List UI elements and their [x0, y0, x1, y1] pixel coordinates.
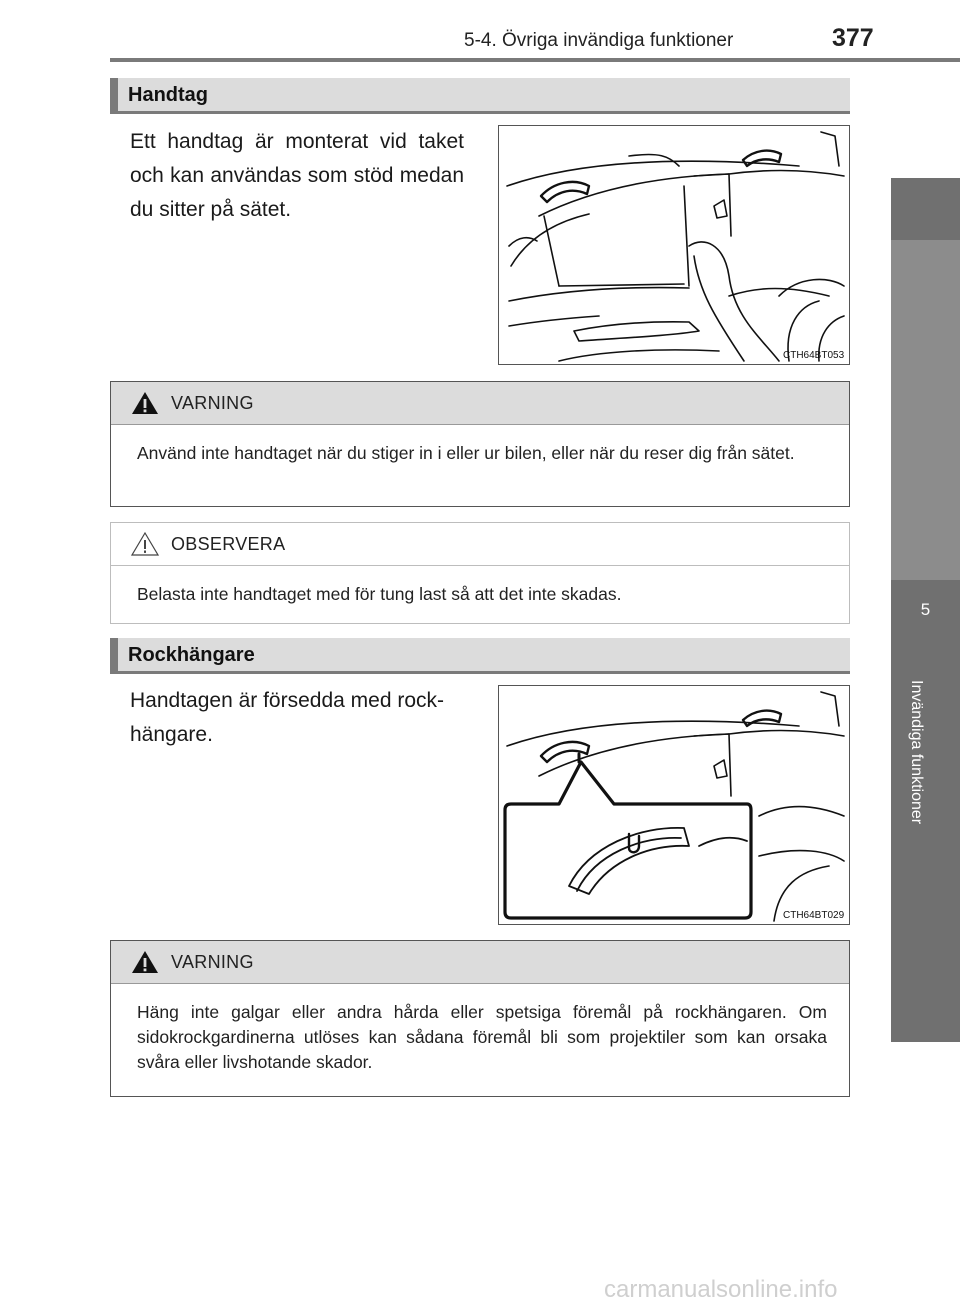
warning-label: VARNING	[171, 393, 254, 413]
warning-text: Använd inte handtaget när du stiger in i eller ur bilen, eller när du reser dig från sätet.	[137, 443, 795, 463]
figure-code: CTH64BT029	[783, 910, 845, 921]
chapter-side-tab-highlight	[891, 240, 960, 580]
car-interior-illustration	[499, 126, 849, 364]
notice-box	[110, 522, 850, 624]
section-heading-rockhangare	[110, 638, 850, 674]
rockhangare-body-text: Handtagen är försedda med rock-hängare.	[130, 689, 445, 746]
figure-coat-hook	[498, 685, 850, 925]
notice-triangle-icon	[131, 531, 159, 562]
heading-bar	[110, 638, 118, 671]
heading-bar	[110, 78, 118, 111]
notice-header	[111, 523, 849, 566]
warning-box-coat-hook	[110, 940, 850, 1097]
handtag-body-text: Ett handtag är monterat vid taket och kan användas som stöd medan du sitter på sätet.	[130, 130, 464, 221]
warning-triangle-icon	[131, 390, 159, 421]
coat-hook-illustration	[499, 686, 849, 924]
notice-text: Belasta inte handtaget med för tung last så att det inte skadas.	[137, 584, 622, 604]
section-heading-text: Rockhängare	[128, 644, 255, 666]
page-number: 377	[832, 24, 874, 52]
warning-header	[111, 941, 849, 984]
warning-text: Häng inte galgar eller andra hårda eller spetsiga föremål på rockhängaren. Om sidokrockgardinerna utlöses kan sådana föremål bli som projektiler som kan orsaka svåra eller livshotande skador.	[137, 1002, 827, 1072]
chapter-title: Invändiga funktioner	[908, 680, 925, 825]
figure-code: CTH64BT053	[783, 350, 845, 361]
warning-triangle-icon	[131, 949, 159, 980]
watermark: carmanualsonline.info	[604, 1276, 838, 1303]
notice-label: OBSERVERA	[171, 534, 286, 554]
figure-grab-handle	[498, 125, 850, 365]
chapter-number: 5	[920, 600, 931, 619]
warning-box-grab-handle	[110, 381, 850, 507]
section-header-title: 5-4. Övriga invändiga funktioner	[464, 30, 734, 51]
warning-header	[111, 382, 849, 425]
section-heading-text: Handtag	[128, 84, 208, 106]
warning-label: VARNING	[171, 952, 254, 972]
section-heading-handtag	[110, 78, 850, 114]
header-rule	[110, 58, 960, 62]
